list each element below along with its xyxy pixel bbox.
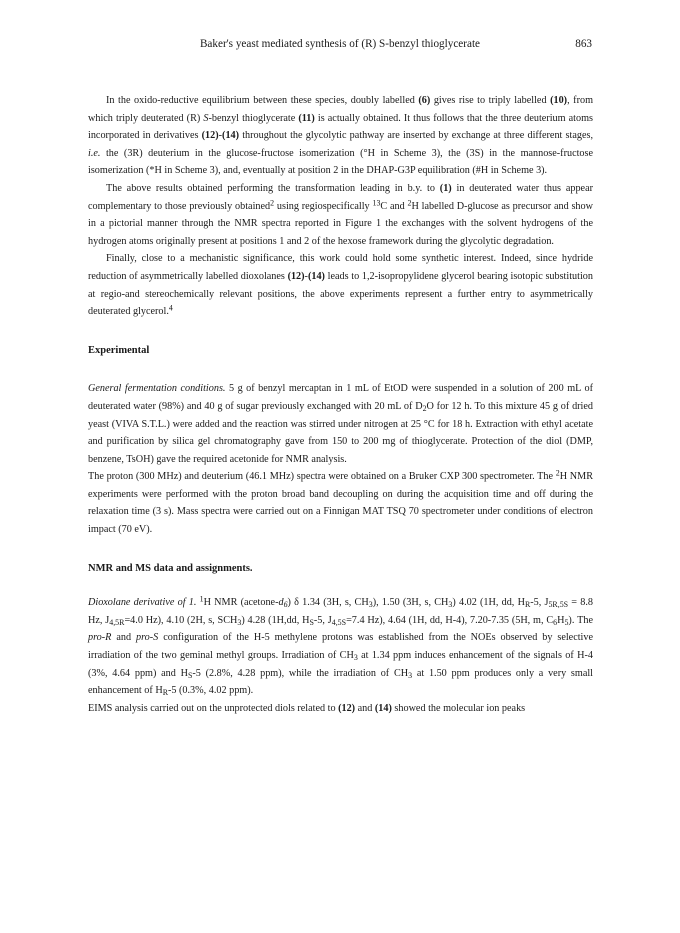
paragraph-dioxolane-nmr: Dioxolane derivative of 1. $^1$H NMR $(acetone-d_6)$ δ 1.34 (3H, s, $CH_3$), 1.50 (3H, s, $CH_3$) 4.02 (1H, dd, $H_R-5$, $J_{5R,5S} = 8.8$ Hz, $J_{4,5R}=4.0$ Hz), 4.10 (2H, s, $SCH_3$) 4.28 (1H,dd, $H_S-5$, $J_{4,5S}=7.4$ Hz), 4.64 (1H, dd, H-4), 7.20-7.35 (5H, m, $C_6H_5$). The pro-R and pro-S configuration of the H-5 methylene protons was established from the NOEs observed by selective irradiation of the two geminal methyl groups. Irradiation of $CH_3$ at 1.34 ppm induces enhancement of the signals of H-4 (3%, 4.64 ppm) and $H_S-5$ (2.8%, 4.28 ppm), while the irradiation of $CH_3$ at 1.50 ppm produces only a very small enhancement of $H_R-5$ (0.3%, 4.02 ppm).: [88, 594, 594, 698]
page-number: 863: [575, 38, 592, 50]
paragraph-fermentation-conditions: General fermentation conditions. 5 g of benzyl mercaptan in 1 mL of EtOD were suspended in a solution of 200 mL of deuterated water (98%) and 40 g of sugar previously exchanged with 20 mL of $D_2O$ for 12 h. To this mixture 45 g of dried yeast (VIVA S.T.L.) were added and the reaction was stirred under nitrogen at 25 °C for 18 h. Extraction with ethyl acetate and purification by silica gel chromatography gave from 150 to 200 mg of thioglycerate. Protection of the diol (DMP, benzene, TsOH) gave the required acetonide for NMR analysis.: [88, 383, 593, 465]
article-body: [88, 92, 593, 717]
paragraph-spectra: The proton (300 MHz) and deuterium (46.1 MHz) spectra were obtained on a Bruker CXP 300 spectrometer. The $^2$H NMR experiments were performed with the proton broad band decoupling on during the acquisition time and off during the relaxation time (3 s). Mass spectra were carried out on a Finnigan MAT TSQ 70 spectrometer under conditions of electron impact (70 eV).: [88, 468, 593, 536]
paragraph-eims: EIMS analysis carried out on the unprotected diols related to (12) and (14) showed the molecular ion peaks: [88, 702, 526, 714]
heading-nmr-ms: NMR and MS data and assignments.: [88, 562, 253, 574]
running-title: Baker's yeast mediated synthesis of (R) S-benzyl thioglycerate: [199, 38, 481, 50]
paragraph-oxido-reductive: In the oxido-reductive equilibrium between these species, doubly labelled (6) gives rise to triply labelled (10), from which triply deuterated (R) S-benzyl thioglycerate (11) is actually obtained. It thus follows that the three deuterium atoms incorporated in derivatives (12)-(14) throughout the glycolytic pathway are inserted by exchange at three different stages, i.e. the (3R) deuterium in the glucose-fructose isomerization (°H in Scheme 3), the (3S) in the mannose-fructose isomerization (*H in Scheme 3), and, eventually at position 2 in the DHAP-G3P equilibration (#H in Scheme 3).: [88, 95, 593, 177]
paragraph-synthetic-interest: Finally, close to a mechanistic significance, this work could hold some synthetic interest. Indeed, since hydride reduction of asymmetrically labelled dioxolanes (12)-(14) leads to 1,2-isopropylidene glycerol bearing isotopic substitution at regio-and stereochemically relevant positions, the above experiments represent a further entry to asymmetrically deuterated glycerol.$^4$: [88, 253, 593, 318]
heading-experimental: Experimental: [88, 344, 150, 356]
paragraph-results-complementary: The above results obtained performing the transformation leading in b.y. to (1) in deuterated water thus appear complementary to those previously obtained$^2$ using regiospecifically $^{13}$C and $^2$H labelled D-glucose as precursor and show in a pictorial manner through the NMR spectra reported in Figure 1 the exchanges with the solvent hydrogens of the hydrogen atoms originally present at positions 1 and 2 of the hexose framework during the glycolytic degradation.: [88, 182, 593, 247]
running-header: [0, 38, 680, 54]
